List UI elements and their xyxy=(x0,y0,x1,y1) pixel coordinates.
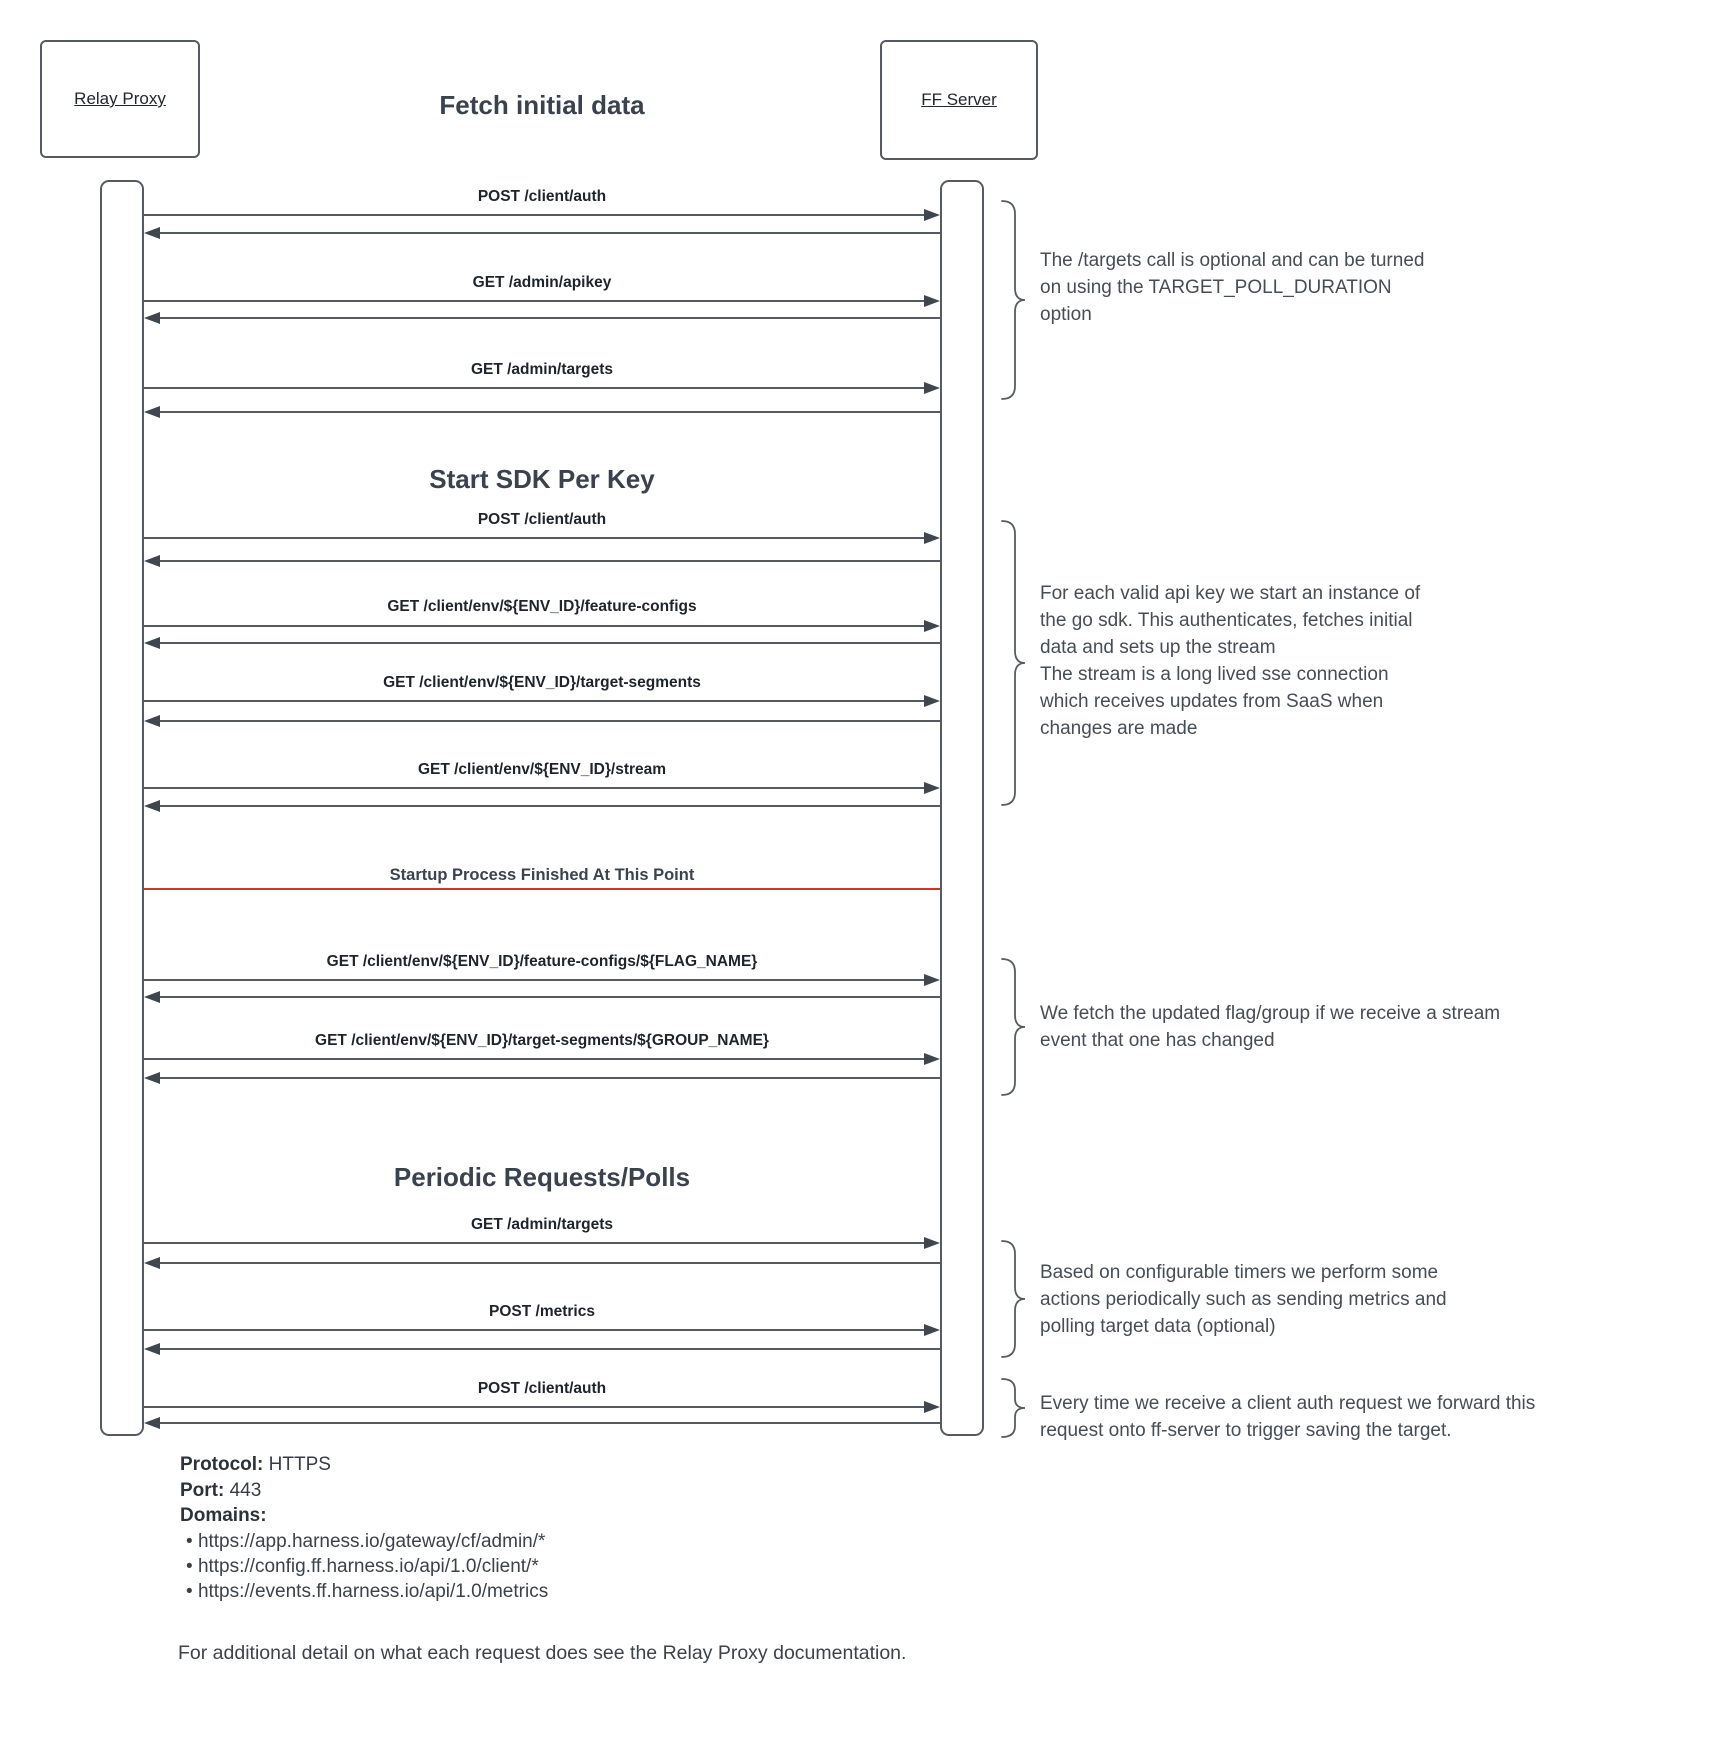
footer-note: For additional detail on what each request does see the Relay Proxy documentation. xyxy=(178,1642,907,1664)
request-arrow xyxy=(144,1329,924,1331)
response-arrow xyxy=(160,1422,940,1424)
domain-item: • https://app.harness.io/gateway/cf/admin/* xyxy=(186,1529,545,1555)
info-port-row xyxy=(180,1478,261,1504)
message-label: GET /admin/targets xyxy=(470,361,614,378)
section-title-periodic-requests-polls: Periodic Requests/Polls xyxy=(393,1162,691,1192)
message-label: GET /client/env/${ENV_ID}/stream xyxy=(417,761,667,778)
milestone-label: Startup Process Finished At This Point xyxy=(389,866,695,884)
message-label: GET /admin/apikey xyxy=(472,274,612,291)
request-arrow xyxy=(144,214,924,216)
arrowhead-left-icon xyxy=(144,1343,160,1355)
response-arrow xyxy=(160,232,940,234)
info-protocol-row xyxy=(180,1452,331,1478)
arrowhead-left-icon xyxy=(144,715,160,727)
request-arrow xyxy=(144,979,924,981)
message-label: POST /client/auth xyxy=(477,1380,607,1397)
annotation-line: on using the TARGET_POLL_DURATION xyxy=(1040,277,1392,298)
annotation-line: event that one has changed xyxy=(1040,1030,1275,1051)
annotation-line: the go sdk. This authenticates, fetches initial xyxy=(1040,610,1413,631)
arrowhead-left-icon xyxy=(144,1257,160,1269)
curly-brace-icon xyxy=(1000,1240,1026,1358)
message-label: GET /client/env/${ENV_ID}/target-segments/${GROUP_NAME} xyxy=(315,1032,769,1049)
annotation-line: data and sets up the stream xyxy=(1040,637,1276,658)
response-arrow xyxy=(160,642,940,644)
arrowhead-left-icon xyxy=(144,312,160,324)
response-arrow xyxy=(160,317,940,319)
arrowhead-right-icon xyxy=(924,695,940,707)
section-title-fetch-initial-data: Fetch initial data xyxy=(439,90,645,120)
request-arrow xyxy=(144,1406,924,1408)
arrowhead-right-icon xyxy=(924,782,940,794)
curly-brace-icon xyxy=(1000,1378,1026,1438)
request-arrow xyxy=(144,387,924,389)
arrowhead-right-icon xyxy=(924,295,940,307)
annotation-targets-optional xyxy=(1040,247,1660,328)
milestone-red-line xyxy=(144,888,940,890)
domain-item: • https://events.ff.harness.io/api/1.0/metrics xyxy=(186,1579,548,1605)
request-arrow xyxy=(144,787,924,789)
section-title-start-sdk-per-key: Start SDK Per Key xyxy=(429,464,655,494)
arrowhead-left-icon xyxy=(144,555,160,567)
response-arrow xyxy=(160,1348,940,1350)
annotation-line: option xyxy=(1040,304,1092,325)
annotation-client-auth-forward xyxy=(1040,1390,1660,1444)
arrowhead-right-icon xyxy=(924,209,940,221)
annotation-line: The /targets call is optional and can be turned xyxy=(1040,250,1425,271)
protocol-value: HTTPS xyxy=(268,1454,331,1475)
message-label: POST /client/auth xyxy=(477,188,607,205)
arrowhead-left-icon xyxy=(144,406,160,418)
arrowhead-right-icon xyxy=(924,382,940,394)
response-arrow xyxy=(160,1077,940,1079)
annotation-line: polling target data (optional) xyxy=(1040,1316,1276,1337)
message-label: POST /metrics xyxy=(489,1303,595,1320)
protocol-label: Protocol: xyxy=(180,1454,264,1475)
response-arrow xyxy=(160,411,940,413)
annotation-line: Based on configurable timers we perform some xyxy=(1040,1262,1439,1283)
request-arrow xyxy=(144,625,924,627)
annotation-configurable-timers xyxy=(1040,1259,1660,1340)
annotation-line: request onto ff-server to trigger saving the target. xyxy=(1040,1420,1452,1441)
curly-brace-icon xyxy=(1000,958,1026,1096)
annotation-sdk-instance xyxy=(1040,580,1660,742)
response-arrow xyxy=(160,720,940,722)
annotation-line: changes are made xyxy=(1040,718,1198,739)
arrowhead-left-icon xyxy=(144,800,160,812)
actor-label-ff-server: FF Server xyxy=(921,90,997,109)
message-label: POST /client/auth xyxy=(477,511,607,528)
annotation-line: We fetch the updated flag/group if we receive a stream xyxy=(1040,1003,1501,1024)
message-label: GET /client/env/${ENV_ID}/feature-configs xyxy=(387,598,697,615)
response-arrow xyxy=(160,560,940,562)
message-label: GET /admin/targets xyxy=(470,1216,614,1233)
annotation-line: The stream is a long lived sse connection xyxy=(1040,664,1389,685)
annotation-line: actions periodically such as sending metrics and xyxy=(1040,1289,1447,1310)
request-arrow xyxy=(144,1242,924,1244)
curly-brace-icon xyxy=(1000,200,1026,400)
response-arrow xyxy=(160,996,940,998)
domain-item: • https://config.ff.harness.io/api/1.0/client/* xyxy=(186,1554,539,1580)
port-label: Port: xyxy=(180,1480,225,1501)
arrowhead-left-icon xyxy=(144,227,160,239)
request-arrow xyxy=(144,1058,924,1060)
arrowhead-left-icon xyxy=(144,1417,160,1429)
lifeline-relay-proxy xyxy=(100,180,144,1436)
lifeline-ff-server xyxy=(940,180,984,1436)
request-arrow xyxy=(144,537,924,539)
response-arrow xyxy=(160,805,940,807)
arrowhead-right-icon xyxy=(924,974,940,986)
request-arrow xyxy=(144,300,924,302)
actor-label-relay-proxy: Relay Proxy xyxy=(74,89,166,108)
request-arrow xyxy=(144,700,924,702)
info-domains-row xyxy=(180,1503,267,1529)
port-value: 443 xyxy=(229,1480,262,1501)
domains-label: Domains: xyxy=(180,1505,267,1526)
curly-brace-icon xyxy=(1000,520,1026,806)
arrowhead-right-icon xyxy=(924,1237,940,1249)
response-arrow xyxy=(160,1262,940,1264)
arrowhead-left-icon xyxy=(144,637,160,649)
arrowhead-right-icon xyxy=(924,620,940,632)
arrowhead-right-icon xyxy=(924,1053,940,1065)
arrowhead-right-icon xyxy=(924,532,940,544)
message-label: GET /client/env/${ENV_ID}/feature-configs/${FLAG_NAME} xyxy=(326,953,758,970)
arrowhead-left-icon xyxy=(144,1072,160,1084)
annotation-line: For each valid api key we start an instance of xyxy=(1040,583,1421,604)
arrowhead-right-icon xyxy=(924,1401,940,1413)
annotation-line: Every time we receive a client auth request we forward this xyxy=(1040,1393,1536,1414)
arrowhead-left-icon xyxy=(144,991,160,1003)
arrowhead-right-icon xyxy=(924,1324,940,1336)
annotation-fetch-updated xyxy=(1040,1000,1660,1054)
message-label: GET /client/env/${ENV_ID}/target-segments xyxy=(383,674,701,691)
annotation-line: which receives updates from SaaS when xyxy=(1040,691,1384,712)
